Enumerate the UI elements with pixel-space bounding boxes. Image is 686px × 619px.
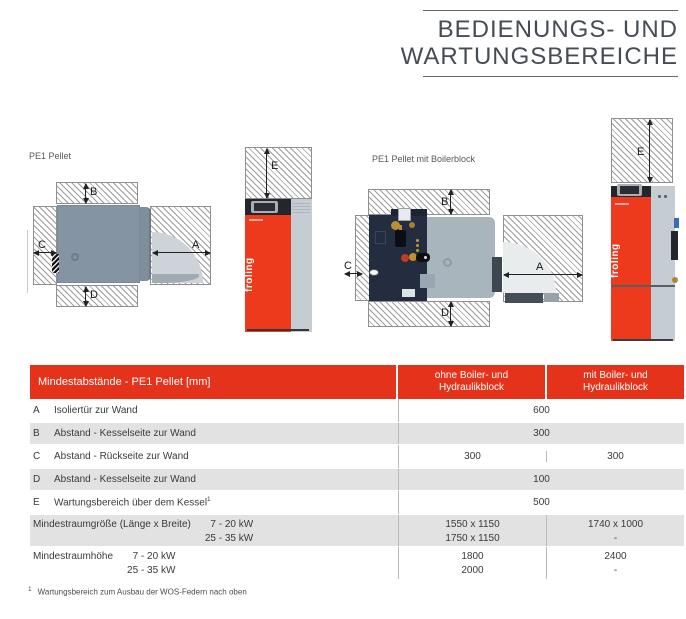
- dim-arrow-e: [266, 149, 267, 198]
- brand-logo-2: froling: [610, 243, 621, 278]
- dim-arrow-a-2: [504, 274, 582, 275]
- title-rule-top: [423, 10, 678, 11]
- dim-arrow-a: [153, 252, 210, 253]
- brand-logo: froling: [244, 257, 255, 292]
- pump-capsule: [416, 253, 430, 262]
- footnote-marker: 1: [207, 496, 211, 504]
- dim-label-d-2: D: [441, 307, 449, 319]
- row-label: Abstand - Rückseite zur Wand: [54, 451, 189, 462]
- dim-arrow-e-2: [649, 120, 650, 182]
- brass-fitting-small: [409, 222, 415, 228]
- blue-connector: [674, 218, 679, 228]
- brass-dot-1: [416, 239, 419, 242]
- dim-label-e-2: E: [637, 146, 645, 158]
- row-label: Abstand - Kesselseite zur Wand: [54, 474, 196, 485]
- row-key: B: [33, 428, 40, 439]
- row-value: 300: [533, 428, 550, 439]
- boiler-side-panel: [291, 199, 312, 332]
- wall-hatch-top-2: [368, 189, 490, 215]
- model-label-strip-2: [615, 203, 629, 205]
- block-white-box: [402, 289, 415, 297]
- red-valve-knob: [401, 254, 409, 262]
- open-door-panel-2: [505, 293, 543, 303]
- row-label: Mindestraumhöhe: [33, 551, 114, 562]
- boiler-detail-circle: [71, 253, 79, 261]
- dim-arrow-b: [85, 184, 86, 203]
- dim-arrow-c: [34, 252, 56, 253]
- row-label: Abstand - Kesselseite zur Wand: [54, 428, 196, 439]
- vent-slats: [292, 202, 310, 213]
- boilerblock-divider: [611, 285, 675, 287]
- auger-connector: [369, 269, 379, 276]
- row-value: 600: [533, 405, 550, 416]
- dim-label-c-2: C: [344, 260, 352, 272]
- dim-label-b: B: [90, 186, 98, 198]
- table-row: [30, 422, 684, 445]
- boiler-door: [139, 207, 151, 281]
- table-row: [30, 399, 684, 422]
- boiler-side-panel-2: [651, 186, 675, 341]
- row-value: 500: [533, 497, 550, 508]
- brass-connector: [672, 277, 678, 283]
- dim-label-a-2: A: [536, 261, 544, 273]
- display-screen-2: [620, 186, 639, 194]
- kw-ranges: 7 - 20 kW 25 - 35 kW: [127, 551, 176, 576]
- footnote-text: Wartungsbereich zum Ausbau der WOS-Federn nach oben: [37, 587, 247, 597]
- row-value-mit: 2400 -: [546, 547, 684, 579]
- row-key: A: [33, 405, 40, 416]
- boiler-door-2: [492, 257, 502, 292]
- row-value-ohne: 300: [464, 451, 481, 462]
- panel-outline: [375, 231, 386, 244]
- dim-arrow-d: [85, 287, 86, 306]
- row-key: E: [33, 496, 40, 508]
- page-title: [374, 10, 678, 77]
- dim-label-b-2: B: [441, 196, 449, 208]
- title-line-2: WARTUNGSBEREICHE: [400, 43, 678, 70]
- row-value-ohne: 1800 2000: [461, 551, 484, 576]
- table-row-room-height: [30, 547, 684, 579]
- table-row-room-size: [30, 514, 684, 547]
- diagram-label-pe1-boilerblock: PE1 Pellet mit Boilerblock: [372, 154, 476, 164]
- boiler-base-2: [613, 339, 673, 341]
- kw-ranges: 7 - 20 kW 25 - 35 kW: [204, 519, 254, 544]
- dim-arrow-b-2: [450, 190, 451, 214]
- dim-arrow-d-2: [450, 302, 451, 326]
- brass-dot-2: [416, 244, 419, 247]
- dim-label-e: E: [271, 160, 279, 172]
- footnote-marker: 1: [28, 586, 32, 593]
- extension-line: [27, 230, 28, 293]
- boiler-topview-body: [57, 205, 140, 283]
- dim-label-d: D: [90, 289, 98, 301]
- display-screen: [254, 203, 275, 211]
- row-key: D: [33, 474, 41, 485]
- open-door-handle: [544, 293, 559, 302]
- row-label: Wartungsbereich über dem Kessel$^1$: [54, 496, 211, 509]
- expansion-box: [398, 208, 411, 221]
- footnote: [28, 586, 247, 597]
- wall-hatch-bottom-2: [368, 301, 490, 327]
- side-attachment: [671, 231, 678, 260]
- table-row: [30, 468, 684, 491]
- min-distances-table: [30, 365, 684, 579]
- row-value-mit: 300: [546, 451, 684, 462]
- boiler-base: [247, 329, 309, 331]
- dim-arrow-c-2: [345, 273, 362, 274]
- row-label: Isoliertür zur Wand: [54, 405, 138, 416]
- diagram-label-pe1-pellet: PE1 Pellet: [29, 151, 72, 161]
- brass-dot-3: [416, 249, 419, 252]
- table-header-ohne: ohne Boiler- und Hydraulikblock: [398, 365, 547, 399]
- table-row: [30, 491, 684, 514]
- auger-spring: [52, 254, 59, 273]
- wall-hatch-above-boiler: [245, 147, 312, 199]
- title-rule-bottom: [423, 76, 678, 77]
- pump-capsule-dot: [424, 256, 427, 259]
- table-header: [30, 365, 684, 399]
- pump-cylinder: [395, 230, 406, 247]
- row-value: 100: [533, 474, 550, 485]
- row-value-mit: 1740 x 1000 -: [546, 515, 684, 546]
- table-row: [30, 445, 684, 468]
- row-key: C: [33, 451, 41, 462]
- title-line-1: BEDIENUNGS- UND: [437, 16, 678, 43]
- dim-label-a: A: [192, 239, 200, 251]
- dim-label-c: C: [38, 239, 46, 251]
- boiler-topview-body-2: [427, 217, 495, 298]
- hinge-dot-2: [664, 195, 667, 198]
- table-header-title: Mindestabstände - PE1 Pellet [mm]: [30, 365, 398, 399]
- table-header-mit: mit Boiler- und Hydraulikblock: [582, 370, 649, 393]
- row-value-ohne: 1550 x 1150 1750 x 1150: [445, 519, 500, 544]
- row-label: Mindestraumgröße (Länge x Breite): [33, 519, 191, 530]
- block-gray-box: [420, 274, 435, 288]
- hinge-dot-1: [658, 195, 661, 198]
- boiler-detail-circle-2: [443, 258, 452, 267]
